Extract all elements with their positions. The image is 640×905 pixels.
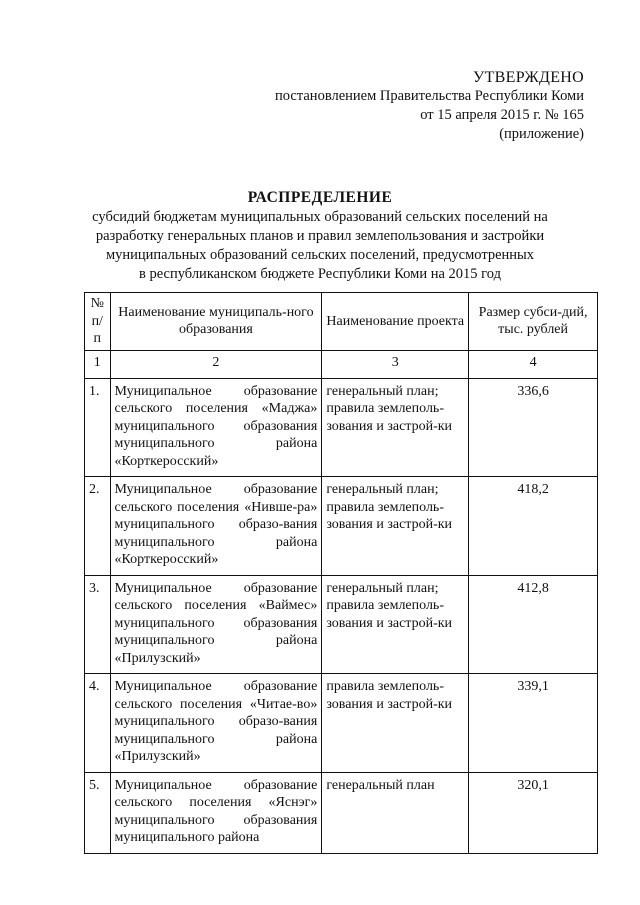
project-name: генеральный план; правила землеполь-зования и застрой-ки (322, 378, 469, 477)
row-number: 1. (85, 378, 111, 477)
table-row (85, 477, 598, 576)
subsidy-table (84, 292, 598, 854)
approval-block (275, 68, 584, 144)
approval-title: УТВЕРЖДЕНО (472, 69, 584, 86)
approval-line-2: от 15 апреля 2015 г. № 165 (420, 107, 584, 123)
column-number-row (85, 350, 598, 378)
heading-line-2: разработку генеральных планов и правил землепользования и застройки (95, 228, 545, 244)
table-row (85, 674, 598, 773)
subsidy-amount: 412,8 (469, 575, 598, 674)
table-header-row (85, 293, 598, 351)
table-row (85, 378, 598, 477)
row-number: 4. (85, 674, 111, 773)
table-row (85, 772, 598, 853)
table-row (85, 575, 598, 674)
heading-line-4: в республиканском бюджете Республики Коми на 2015 год (139, 266, 501, 282)
header-sum: Размер субси-дий, тыс. рублей (469, 293, 598, 351)
header-name: Наименование муниципаль-ного образования (110, 293, 322, 351)
subsidy-amount: 418,2 (469, 477, 598, 576)
column-number: 1 (85, 350, 111, 378)
column-number: 3 (322, 350, 469, 378)
project-name: генеральный план; правила землеполь-зования и застрой-ки (322, 575, 469, 674)
column-number: 2 (110, 350, 322, 378)
document-heading (60, 188, 580, 284)
approval-line-3: (приложение) (499, 126, 584, 142)
header-project: Наименование проекта (322, 293, 469, 351)
heading-line-1: субсидий бюджетам муниципальных образований сельских поселений на (92, 209, 548, 225)
project-name: генеральный план; правила землеполь-зования и застрой-ки (322, 477, 469, 576)
row-number: 2. (85, 477, 111, 576)
project-name: генеральный план (322, 772, 469, 853)
project-name: правила землеполь-зования и застрой-ки (322, 674, 469, 773)
municipality-name: Муниципальное образование сельского поселения «Маджа» муниципального образования муниципального района «Корткеросский» (110, 378, 322, 477)
municipality-name: Муниципальное образование сельского поселения «Яснэг» муниципального образования муниципального района (110, 772, 322, 853)
row-number: 3. (85, 575, 111, 674)
heading-line-3: муниципальных образований сельских поселений, предусмотренных (105, 247, 535, 263)
row-number: 5. (85, 772, 111, 853)
column-number: 4 (469, 350, 598, 378)
subsidy-amount: 336,6 (469, 378, 598, 477)
document-title: РАСПРЕДЕЛЕНИЕ (247, 189, 393, 206)
subsidy-amount: 339,1 (469, 674, 598, 773)
subsidy-amount: 320,1 (469, 772, 598, 853)
header-num: № п/п (85, 293, 111, 351)
approval-line-1: постановлением Правительства Республики Коми (275, 88, 584, 104)
municipality-name: Муниципальное образование сельского поселения «Нивше-ра» муниципального образо-вания муниципального района «Корткеросский» (110, 477, 322, 576)
municipality-name: Муниципальное образование сельского поселения «Читае-во» муниципального образо-вания муниципального района «Прилузский» (110, 674, 322, 773)
municipality-name: Муниципальное образование сельского поселения «Ваймес» муниципального образования муниципального района «Прилузский» (110, 575, 322, 674)
